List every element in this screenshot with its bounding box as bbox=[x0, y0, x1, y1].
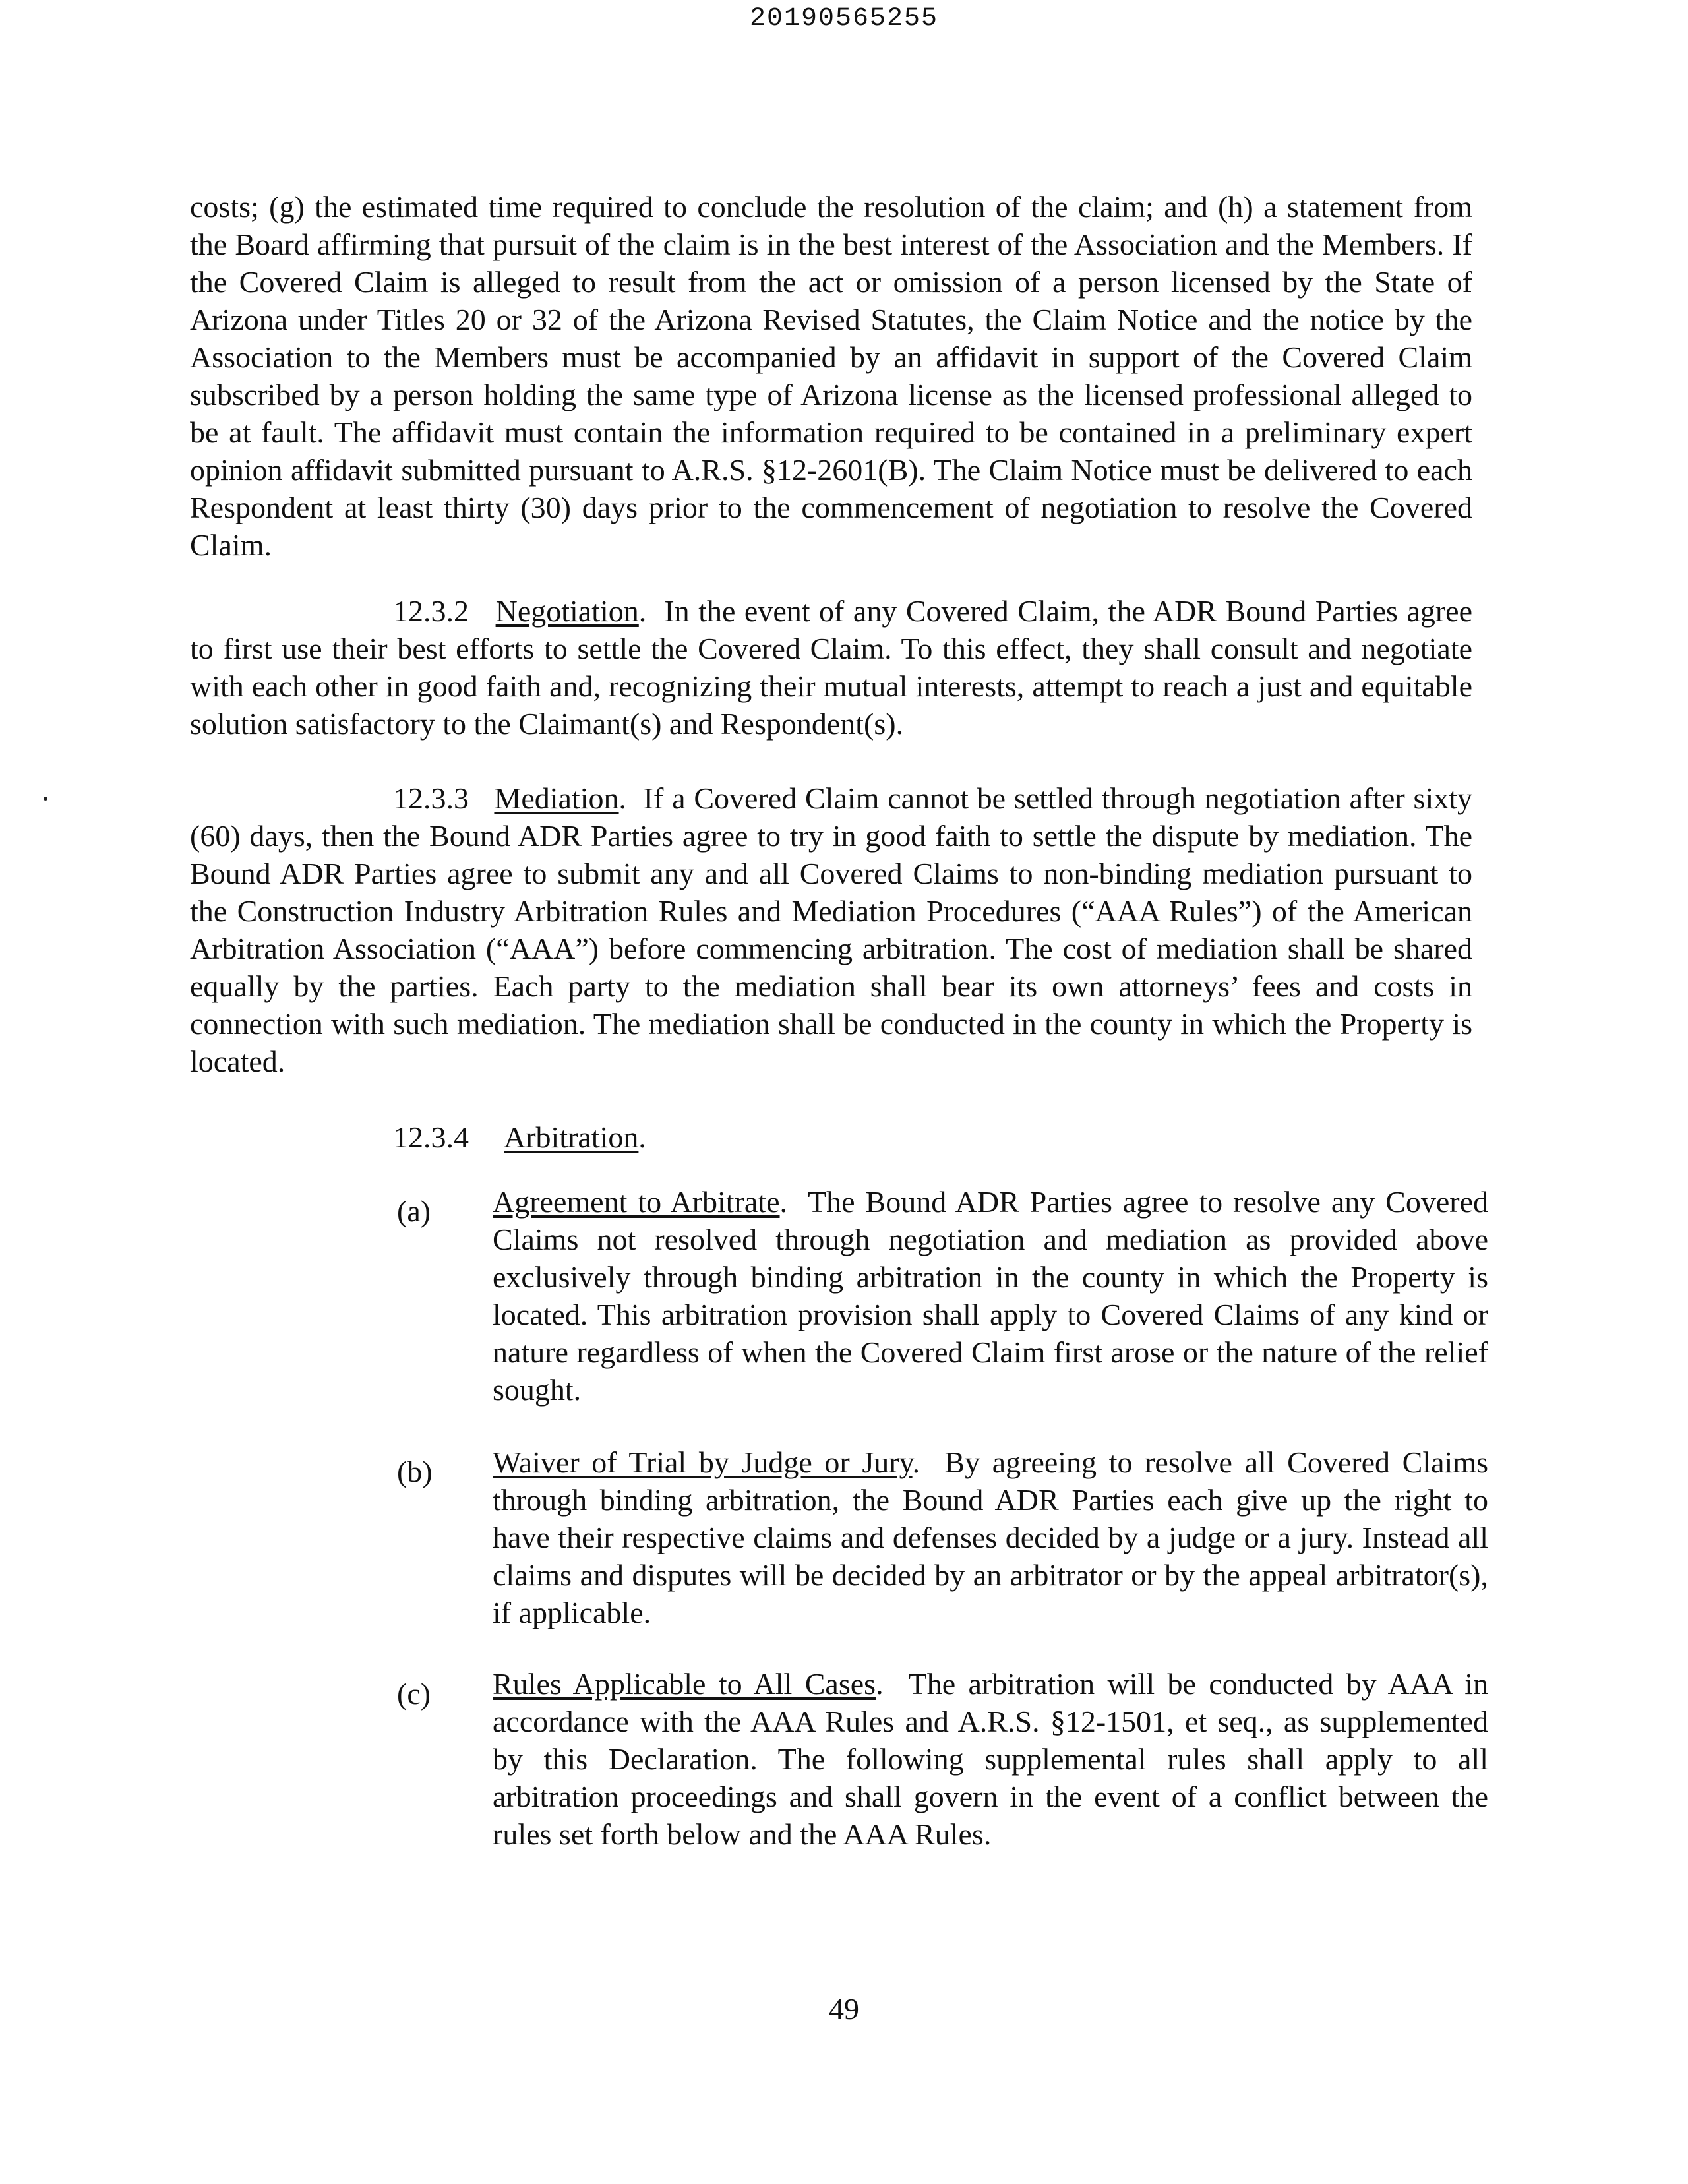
item-text: By agreeing to resolve all Covered Claims through binding arbitration, the Bound ADR Parties each give up the right to have their respective claims and defenses decided by a judge or a jury. Instead all claims and disputes will be decided by an arbitrator or by the appeal arbitrator(s), if applicable. bbox=[493, 1445, 1488, 1629]
section-12-3-2: 12.3.2 Negotiation. In the event of any Covered Claim, the ADR Bound Parties agree to first use their best efforts to settle the Covered Claim. To this effect, they shall consult and negotiate with each other in good faith and, recognizing their mutual interests, attempt to reach a just and equitable solution satisfactory to the Claimant(s) and Respondent(s). bbox=[190, 594, 1473, 741]
document-number: 20190565255 bbox=[749, 4, 939, 34]
section-12-3-4-heading: 12.3.4 Arbitration. bbox=[393, 1118, 646, 1156]
section-title: Arbitration bbox=[504, 1120, 639, 1154]
item-a-label: (a) bbox=[397, 1194, 431, 1228]
section-title: Mediation bbox=[494, 781, 619, 815]
section-12-3-3: 12.3.3 Mediation. If a Covered Claim cannot be settled through negotiation after sixty (60) days, then the Bound ADR Parties agree to try in good faith to settle the dispute by mediation. The Bound ADR Parties agree to submit any and all Covered Claims to non-binding mediation pursuant to the Construction Industry Arbitration Rules and Mediation Procedures (“AAA Rules”) of the American Arbitration Association (“AAA”) before commencing arbitration. The cost of mediation shall be shared equally by the parties. Each party to the mediation shall bear its own attorneys’ fees and costs in connection with such mediation. The mediation shall be conducted in the county in which the Property is located. bbox=[190, 781, 1473, 1078]
section-number: 12.3.2 bbox=[393, 594, 469, 628]
item-text: The Bound ADR Parties agree to resolve any Covered Claims not resolved through negotiation and mediation as provided above exclusively through binding arbitration in the county in which the Property is located. This arbitration provision shall apply to Covered Claims of any kind or nature regardless of when the Covered Claim first arose or the nature of the relief sought. bbox=[493, 1185, 1489, 1407]
item-title: Rules Applicable to All Cases bbox=[493, 1667, 876, 1701]
section-title: Negotiation bbox=[495, 594, 639, 628]
page-number: 49 bbox=[829, 1992, 859, 2026]
intro-paragraph bbox=[190, 188, 1472, 564]
item-title: Agreement to Arbitrate bbox=[493, 1185, 780, 1219]
intro-text: costs; (g) the estimated time required to conclude the resolution of the claim; and (h) a statement from the Board affirming that pursuit of the claim is in the best interest of the Association and the Members. If the Covered Claim is alleged to result from the act or omission of a person licensed by the State of Arizona under Titles 20 or 32 of the Arizona Revised Statutes, the Claim Notice and the notice by the Association to the Members must be accompanied by an affidavit in support of the Covered Claim subscribed by a person holding the same type of Arizona license as the licensed professional alleged to be at fault. The affidavit must contain the information required to be contained in a preliminary expert opinion affidavit submitted pursuant to A.R.S. §12-2601(B). The Claim Notice must be delivered to each Respondent at least thirty (30) days prior to the commencement of negotiation to resolve the Covered Claim. bbox=[190, 190, 1472, 562]
item-a: Agreement to Arbitrate. The Bound ADR Parties agree to resolve any Covered Claims not resolved through negotiation and mediation as provided above exclusively through binding arbitration in the county in which the Property is located. This arbitration provision shall apply to Covered Claims of any kind or nature regardless of when the Covered Claim first arose or the nature of the relief sought. bbox=[493, 1185, 1489, 1407]
section-number: 12.3.3 bbox=[393, 781, 469, 815]
section-body: If a Covered Claim cannot be settled through negotiation after sixty (60) days, then the Bound ADR Parties agree to try in good faith to settle the dispute by mediation. The Bound ADR Parties agree to submit any and all Covered Claims to non-binding mediation pursuant to the Construction Industry Arbitration Rules and Mediation Procedures (“AAA Rules”) of the American Arbitration Association (“AAA”) before commencing arbitration. The cost of mediation shall be shared equally by the parties. Each party to the mediation shall bear its own attorneys’ fees and costs in connection with such mediation. The mediation shall be conducted in the county in which the Property is located. bbox=[190, 781, 1473, 1078]
item-title: Waiver of Trial by Judge or Jury bbox=[493, 1445, 913, 1479]
section-number: 12.3.4 bbox=[393, 1120, 469, 1154]
section-body: In the event of any Covered Claim, the ADR Bound Parties agree to first use their best efforts to settle the Covered Claim. To this effect, they shall consult and negotiate with each other in good faith and, recognizing their mutual interests, attempt to reach a just and equitable solution satisfactory to the Claimant(s) and Respondent(s). bbox=[190, 594, 1473, 741]
item-c-label: (c) bbox=[397, 1677, 431, 1711]
item-text: The arbitration will be conducted by AAA in accordance with the AAA Rules and A.R.S. §12-1501, et seq., as supplemented by this Declaration. The following supplemental rules shall apply to all arbitration proceedings and shall govern in the event of a conflict between the rules set forth below and the AAA Rules. bbox=[493, 1667, 1489, 1851]
item-b-label: (b) bbox=[397, 1455, 433, 1488]
margin-dot bbox=[44, 797, 47, 801]
item-c: Rules Applicable to All Cases. The arbitration will be conducted by AAA in accordance with the AAA Rules and A.R.S. §12-1501, et seq., as supplemented by this Declaration. The following supplemental rules shall apply to all arbitration proceedings and shall govern in the event of a conflict between the rules set forth below and the AAA Rules. bbox=[493, 1667, 1489, 1851]
item-b: Waiver of Trial by Judge or Jury. By agreeing to resolve all Covered Claims through binding arbitration, the Bound ADR Parties each give up the right to have their respective claims and defenses decided by a judge or a jury. Instead all claims and disputes will be decided by an arbitrator or by the appeal arbitrator(s), if applicable. bbox=[493, 1445, 1488, 1629]
